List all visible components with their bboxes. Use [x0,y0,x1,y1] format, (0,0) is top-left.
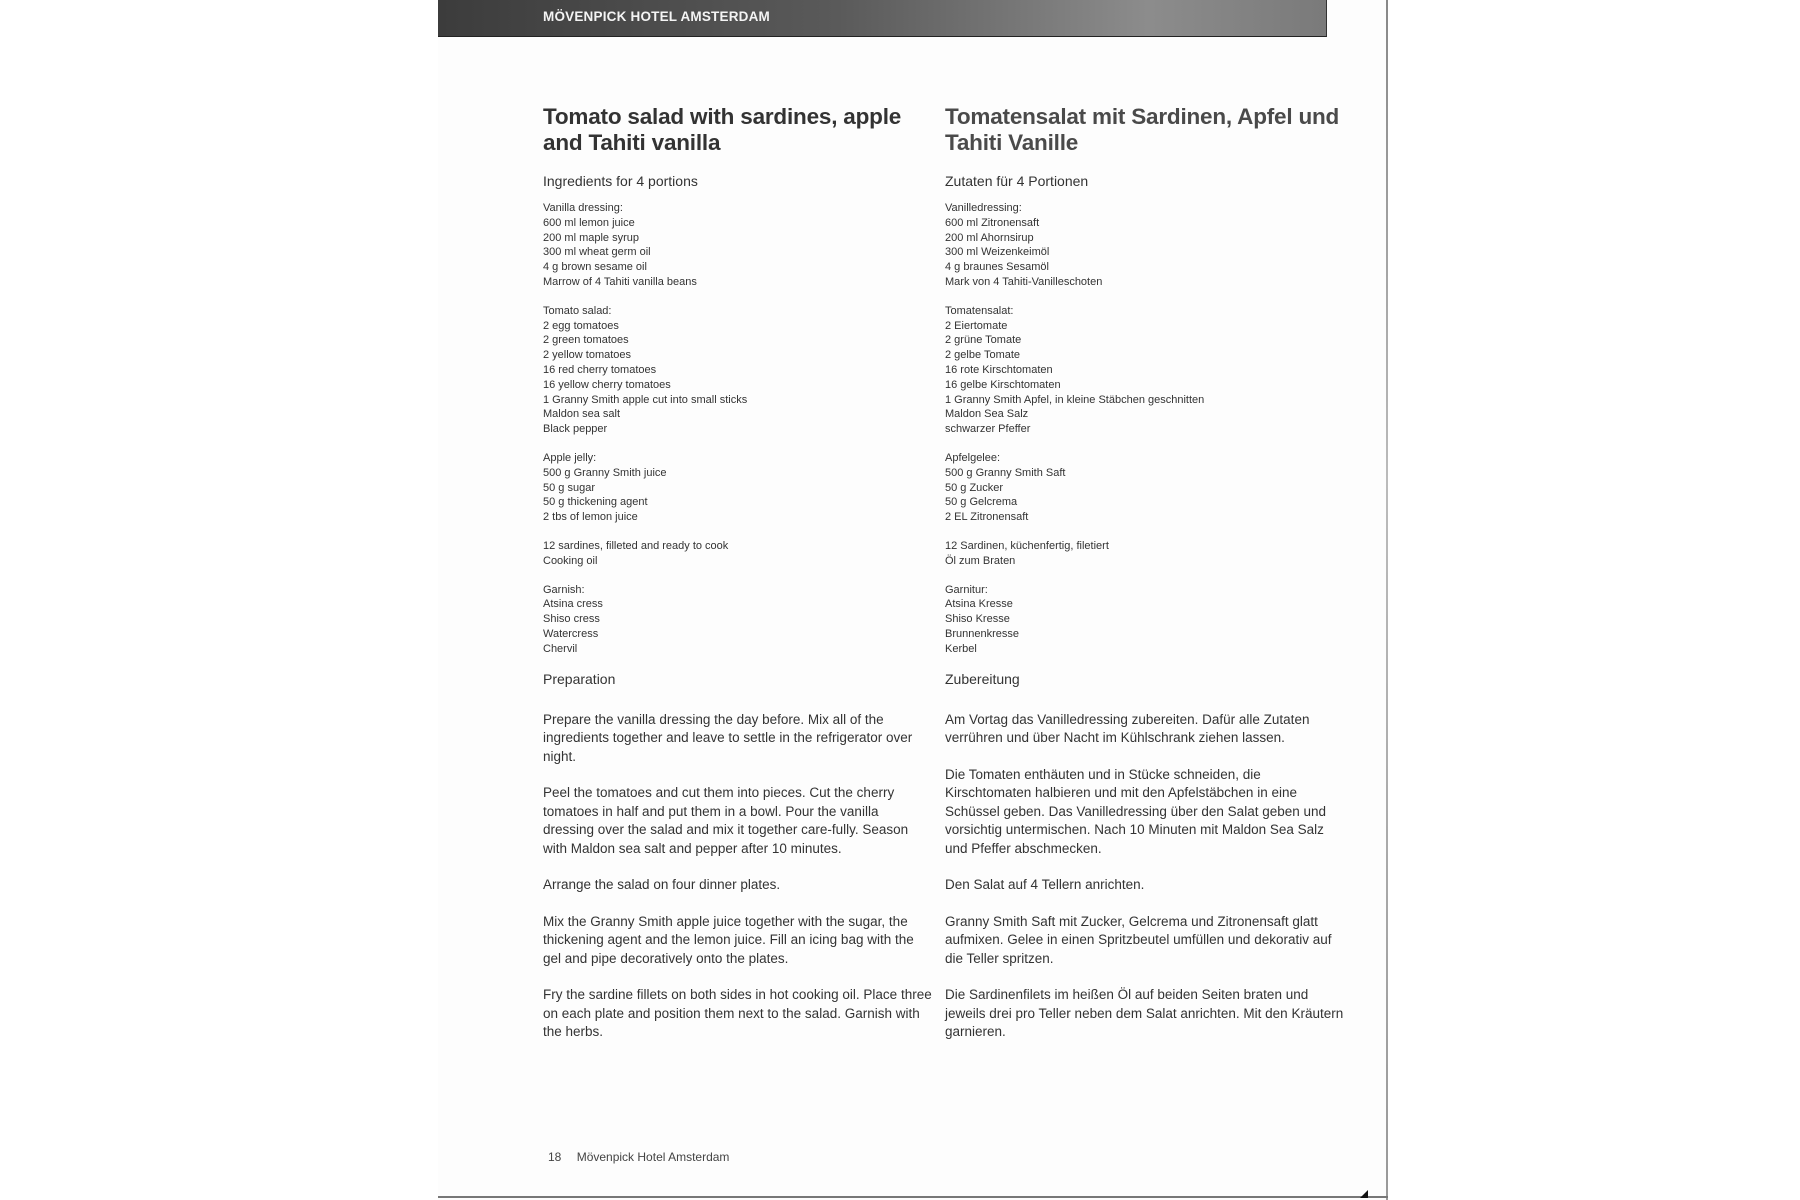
ingredient-line: Watercress [543,627,599,640]
preparation-step: Die Sardinenfilets im heißen Öl auf beiden Seiten braten und jeweils drei pro Teller neben dem Salat anrichten. Mit den Kräutern garnieren. [945,987,1344,1040]
ingredient-line: Mark von 4 Tahiti-Vanilleschoten [945,275,1103,288]
recipe-title-en: Tomato salad with sardines, apple and Tahiti vanilla [543,104,902,155]
page-footer [548,1150,729,1164]
preparation-step: Arrange the salad on four dinner plates. [543,877,781,893]
ingredient-line: Kerbel [945,642,977,655]
preparation-heading-de: Zubereitung [945,670,1020,687]
ingredient-line: Tomato salad: [543,304,612,317]
ingredient-line: Shiso cress [543,613,600,626]
ingredient-line: 16 rote Kirschtomaten [945,363,1053,376]
ingredient-line: Black pepper [543,423,608,436]
ingredient-group [543,451,933,525]
ingredient-line: 16 yellow cherry tomatoes [543,378,671,391]
ingredient-line: Brunnenkresse [945,627,1019,640]
ingredient-line: Atsina Kresse [945,598,1013,611]
ingredient-line: Garnish: [543,583,585,596]
ingredient-line: Atsina cress [543,598,603,611]
german-column [945,104,1345,1060]
ingredient-line: 1 Granny Smith apple cut into small sticks [543,393,748,406]
english-column [543,104,933,1060]
ingredient-line: 200 ml Ahornsirup [945,231,1034,244]
preparation-heading-en: Preparation [543,670,616,687]
ingredient-line: Öl zum Braten [945,554,1016,567]
ingredient-group [945,539,1345,569]
preparation-step: Prepare the vanilla dressing the day before. Mix all of the ingredients together and leave to settle in the refrigerator over night. [543,711,913,764]
ingredient-line: 2 grüne Tomate [945,334,1022,347]
ingredient-group [945,583,1345,657]
ingredient-line: 4 g braunes Sesamöl [945,261,1049,274]
ingredient-line: 2 tbs of lemon juice [543,511,638,524]
ingredient-line: 50 g sugar [543,481,595,494]
preparation-step: Den Salat auf 4 Tellern anrichten. [945,877,1145,893]
ingredients-list-de [945,201,1345,657]
ingredient-line: Cooking oil [543,554,598,567]
ingredient-line: Tomatensalat: [945,304,1014,317]
page-edge [1386,0,1388,1200]
ingredient-line: 12 Sardinen, küchenfertig, filetiert [945,539,1109,552]
ingredient-line: 50 g thickening agent [543,496,648,509]
ingredient-group [945,201,1345,290]
footer-text: Mövenpick Hotel Amsterdam [576,1150,730,1164]
ingredients-list-en [543,201,933,657]
ingredient-line: Apfelgelee: [945,451,1001,464]
ingredient-group [543,583,933,657]
preparation-step: Peel the tomatoes and cut them into pieces. Cut the cherry tomatoes in half and put them in a bowl. Pour the vanilla dressing over the salad and mix it together care-fully. Season with Maldon sea salt and pepper after 10 minutes. [543,785,909,856]
ingredient-group [945,304,1345,437]
ingredient-line: 200 ml maple syrup [543,231,639,244]
ingredient-line: Marrow of 4 Tahiti vanilla beans [543,275,697,288]
ingredient-line: 4 g brown sesame oil [543,261,647,274]
preparation-list-en [543,711,933,1042]
ingredient-line: Chervil [543,642,578,655]
recipe-title-de: Tomatensalat mit Sardinen, Apfel und Tahiti Vanille [945,104,1340,155]
ingredient-line: 2 yellow tomatoes [543,349,632,362]
page-number: 18 [548,1150,562,1164]
preparation-step: Mix the Granny Smith apple juice together with the sugar, the thickening agent and the lemon juice. Fill an icing bag with the gel and pipe decoratively onto the plates. [543,913,914,966]
ingredient-line: Vanilla dressing: [543,202,623,214]
preparation-list-de [945,711,1345,1042]
preparation-step: Fry the sardine fillets on both sides in hot cooking oil. Place three on each plate and position them next to the salad. Garnish with the herbs. [543,987,932,1040]
ingredient-line: 2 green tomatoes [543,334,629,347]
ingredient-line: schwarzer Pfeffer [945,423,1031,436]
ingredient-line: 2 Eiertomate [945,319,1008,332]
ingredient-line: 12 sardines, filleted and ready to cook [543,539,729,552]
preparation-step: Die Tomaten enthäuten und in Stücke schneiden, die Kirschtomaten halbieren und mit den Apfelstäbchen in eine Schüssel geben. Das Vanilledressing über den Salat geben und vorsichtig untermischen. Nach 10 Minuten mit Maldon Sea Salz und Pfeffer abschmecken. [945,766,1327,856]
ingredient-line: 500 g Granny Smith juice [543,466,667,479]
ingredient-group [543,539,933,569]
ingredient-group [543,201,933,290]
header-title: MÖVENPICK HOTEL AMSTERDAM [543,9,771,24]
ingredient-line: 300 ml wheat germ oil [543,246,651,259]
ingredient-line: 1 Granny Smith Apfel, in kleine Stäbchen geschnitten [945,393,1205,406]
ingredients-subtitle-en: Ingredients for 4 portions [543,173,698,189]
ingredient-line: 50 g Zucker [945,481,1004,494]
ingredients-subtitle-de: Zutaten für 4 Portionen [945,173,1089,189]
preparation-step: Granny Smith Saft mit Zucker, Gelcrema und Zitronensaft glatt aufmixen. Gelee in einen Spritzbeutel umfüllen und dekorativ auf die Teller spritzen. [945,913,1332,966]
header-bar [438,0,1327,37]
ingredient-line: Garnitur: [945,583,988,596]
ingredient-line: 300 ml Weizenkeimöl [945,246,1050,259]
ingredient-group [543,304,933,437]
ingredient-line: 16 red cherry tomatoes [543,363,657,376]
ingredient-group [945,451,1345,525]
page-corner-mark [1360,1190,1368,1198]
ingredient-line: Maldon sea salt [543,408,621,421]
ingredient-line: 600 ml Zitronensaft [945,216,1040,229]
page-bottom-edge [438,1196,1388,1198]
ingredient-line: 600 ml lemon juice [543,216,635,229]
ingredient-line: 50 g Gelcrema [945,496,1018,509]
ingredient-line: 2 EL Zitronensaft [945,511,1029,524]
ingredient-line: Maldon Sea Salz [945,408,1029,421]
ingredient-line: Apple jelly: [543,451,597,464]
ingredient-line: Shiso Kresse [945,613,1010,626]
ingredient-line: 2 gelbe Tomate [945,349,1021,362]
ingredient-line: 500 g Granny Smith Saft [945,466,1066,479]
ingredient-line: 2 egg tomatoes [543,319,619,332]
ingredient-line: Vanilledressing: [945,202,1022,214]
preparation-step: Am Vortag das Vanilledressing zubereiten. Dafür alle Zutaten verrühren und über Nacht im Kühlschrank ziehen lassen. [945,711,1310,746]
ingredient-line: 16 gelbe Kirschtomaten [945,378,1061,391]
